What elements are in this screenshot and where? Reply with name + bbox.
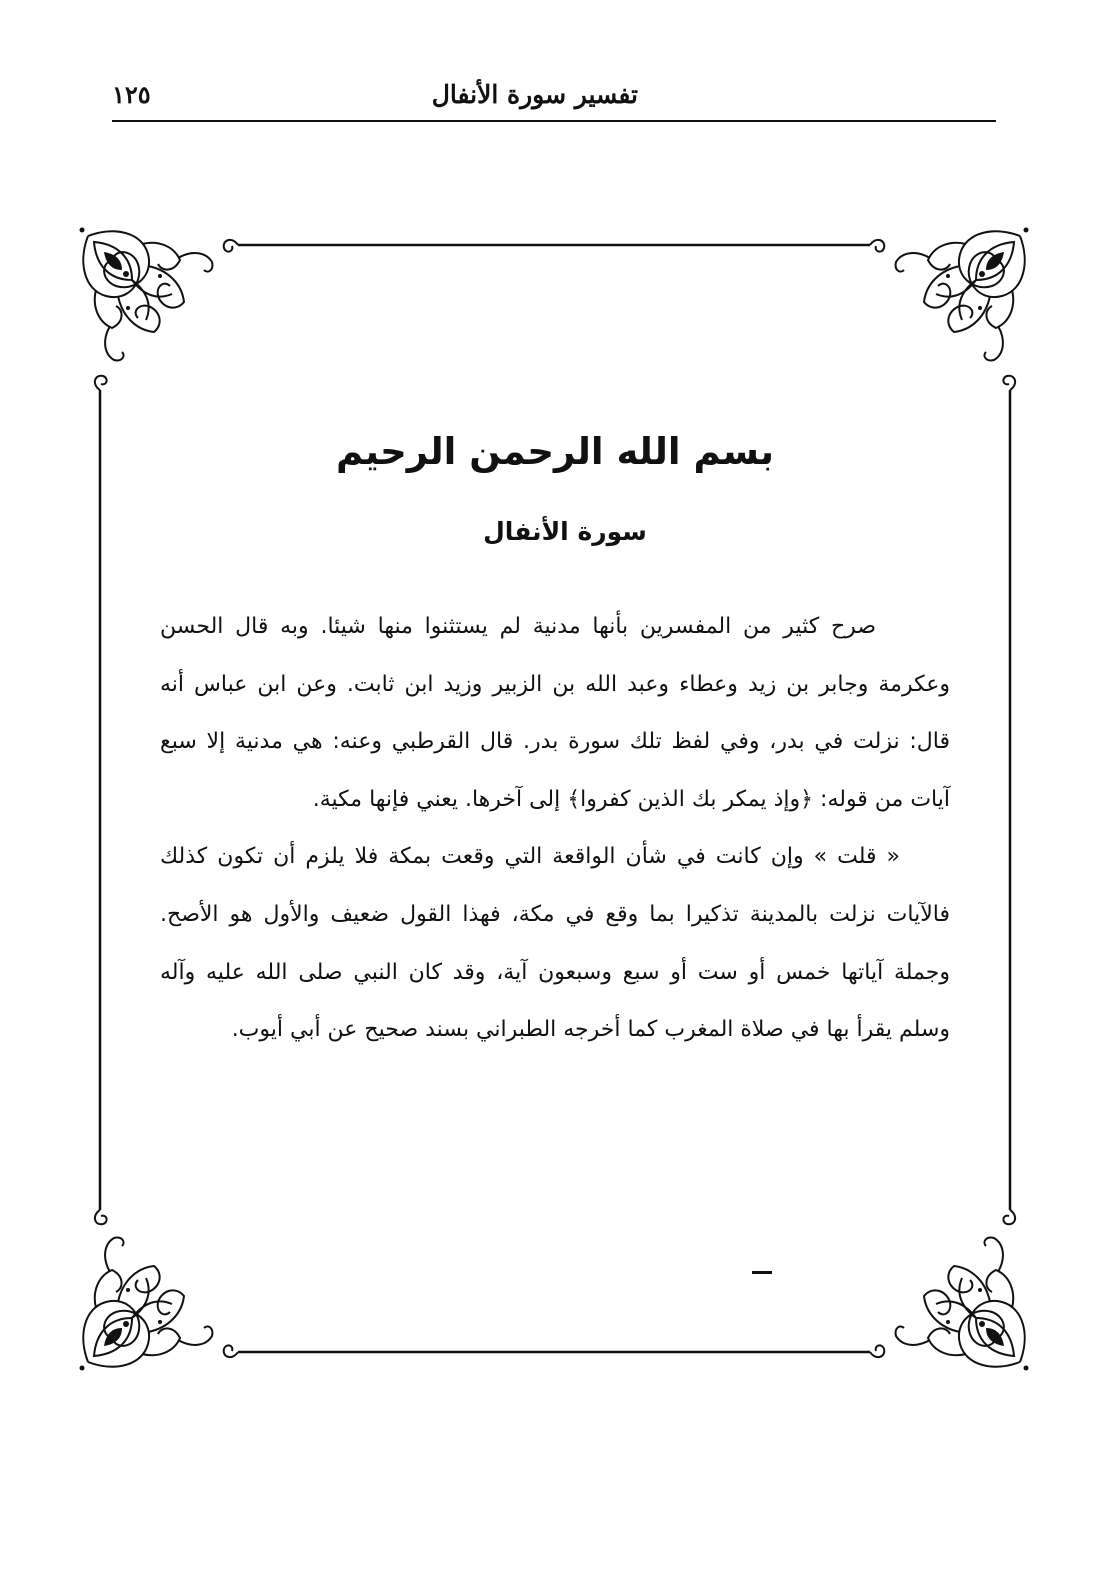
surah-title: سورة الأنفال bbox=[483, 517, 647, 546]
basmala: بسم الله الرحمن الرحيم bbox=[335, 430, 775, 473]
main-content bbox=[160, 430, 950, 1059]
page-number: ١٢٥ bbox=[112, 80, 151, 109]
arabesque-corner-ornament-icon bbox=[896, 1238, 1029, 1371]
arabesque-corner-ornament-icon bbox=[80, 1238, 213, 1371]
paragraph-intro: صرح كثير من المفسرين بأنها مدنية لم يستثنوا منها شيئا. وبه قال الحسن وعكرمة وجابر بن زيد وعطاء وعبد الله بن الزبير وزيد ابن ثابت. وعن ابن عباس أنه قال: نزلت في بدر، وفي لفظ تلك سورة بدر. قال القرطبي وعنه: هي مدنية إلا سبع آيات من قوله: ﴿وإذ يمكر بك الذين كفروا﴾ إلى آخرها. يعني فإنها مكية. bbox=[160, 614, 950, 812]
arabesque-corner-ornament-icon bbox=[80, 228, 213, 361]
paragraph-comment: « قلت » وإن كانت في شأن الواقعة التي وقعت بمكة فلا يلزم أن تكون كذلك فالآيات نزلت بالمدينة تذكيرا بما وقع في مكة، فهذا القول ضعيف والأول هو الأصح. وجملة آياتها خمس أو ست أو سبع وسبعون آية، وقد كان النبي صلى الله عليه وآله وسلم يقرأ بها في صلاة المغرب كما أخرجه الطبراني بسند صحيح عن أبي أيوب. bbox=[160, 844, 950, 1043]
running-title: تفسير سورة الأنفال bbox=[431, 80, 638, 109]
stray-mark bbox=[752, 1271, 772, 1274]
arabesque-corner-ornament-icon bbox=[896, 228, 1029, 361]
